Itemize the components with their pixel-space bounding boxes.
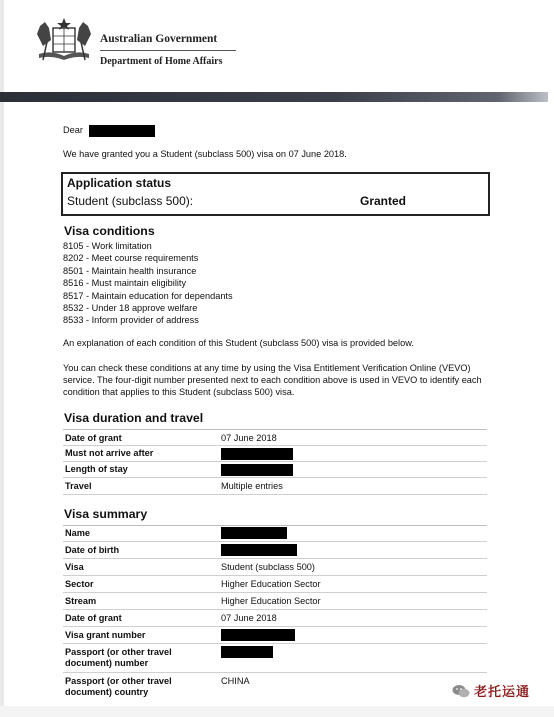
- status-title: Application status: [67, 176, 172, 190]
- table-row: [63, 462, 487, 478]
- table-row: [63, 644, 487, 673]
- row-label: Length of stay: [65, 464, 128, 474]
- grant-sentence: We have granted you a Student (subclass 500) visa on 07 June 2018.: [63, 148, 347, 159]
- redacted-value: [221, 629, 295, 641]
- table-row: [63, 430, 487, 446]
- row-label: Stream: [65, 596, 97, 606]
- table-row: [63, 446, 487, 462]
- row-value: CHINA: [221, 676, 250, 686]
- condition-item: 8517 - Maintain education for dependants: [63, 290, 233, 301]
- letterhead: [0, 0, 554, 92]
- vevo-paragraph: You can check these conditions at any time by using the Visa Entitlement Verification Online (VEVO) service. The four-digit number presented next to each condition above is used in VEVO to identify each condition that applies to this Student (subclass 500) visa.: [63, 363, 482, 397]
- table-row: [63, 542, 487, 559]
- conditions-list: [63, 240, 233, 327]
- page-edge: [0, 0, 4, 717]
- government-name: Australian Government: [100, 33, 218, 45]
- coat-of-arms-icon: [31, 16, 97, 64]
- row-value: Higher Education Sector: [221, 596, 321, 606]
- table-row: [63, 593, 487, 610]
- salutation: Dear: [63, 125, 83, 135]
- table-row: [63, 526, 487, 542]
- row-label: Travel: [65, 481, 92, 491]
- table-row: [63, 576, 487, 593]
- row-value: Student (subclass 500): [221, 562, 315, 572]
- redacted-value: [221, 448, 293, 460]
- summary-table: [63, 525, 487, 701]
- redacted-value: [221, 544, 297, 556]
- condition-item: 8501 - Maintain health insurance: [63, 265, 197, 276]
- conditions-title: Visa conditions: [64, 224, 155, 238]
- redacted-value: [221, 527, 287, 539]
- row-label: Name: [65, 528, 91, 538]
- row-label: Passport (or other travel document) country: [65, 676, 172, 697]
- redacted-value: [221, 646, 273, 658]
- condition-item: 8533 - Inform provider of address: [63, 315, 199, 326]
- condition-item: 8105 - Work limitation: [63, 241, 152, 251]
- header-rule: [100, 50, 236, 51]
- row-label: Visa grant number: [65, 630, 146, 640]
- row-value: Higher Education Sector: [221, 579, 321, 589]
- row-label: Date of birth: [65, 545, 120, 555]
- table-row: [63, 610, 487, 627]
- table-row: [63, 478, 487, 495]
- row-label: Sector: [65, 579, 94, 589]
- table-row: [63, 673, 487, 701]
- row-value: 07 June 2018: [221, 433, 277, 443]
- header-band: [0, 92, 554, 102]
- row-label: Date of grant: [65, 613, 122, 623]
- status-label: Student (subclass 500):: [67, 194, 194, 208]
- redacted-value: [221, 464, 293, 476]
- watermark: [452, 681, 530, 700]
- row-label: Visa: [65, 562, 84, 572]
- page-bottom: [0, 706, 554, 717]
- watermark-text: 老托运通: [474, 684, 531, 699]
- application-status-box: [61, 172, 490, 216]
- department-name: Department of Home Affairs: [100, 56, 223, 67]
- redacted-name: [89, 125, 155, 137]
- row-label: Passport (or other travel document) number: [65, 647, 172, 668]
- row-value: 07 June 2018: [221, 613, 277, 623]
- table-row: [63, 627, 487, 644]
- condition-item: 8202 - Meet course requirements: [63, 253, 199, 264]
- row-label: Must not arrive after: [65, 448, 154, 458]
- conditions-explanation: An explanation of each condition of this Student (subclass 500) visa is provided below.: [63, 338, 414, 348]
- summary-title: Visa summary: [64, 507, 148, 521]
- condition-item: 8516 - Must maintain eligibility: [63, 278, 187, 289]
- table-row: [63, 559, 487, 576]
- wechat-icon: [452, 684, 470, 698]
- row-value: Multiple entries: [221, 481, 283, 491]
- condition-item: 8532 - Under 18 approve welfare: [63, 303, 198, 314]
- status-value: Granted: [360, 194, 407, 208]
- duration-table: [63, 429, 487, 495]
- duration-title: Visa duration and travel: [64, 411, 204, 425]
- letter-intro: [63, 124, 491, 160]
- row-label: Date of grant: [65, 433, 122, 443]
